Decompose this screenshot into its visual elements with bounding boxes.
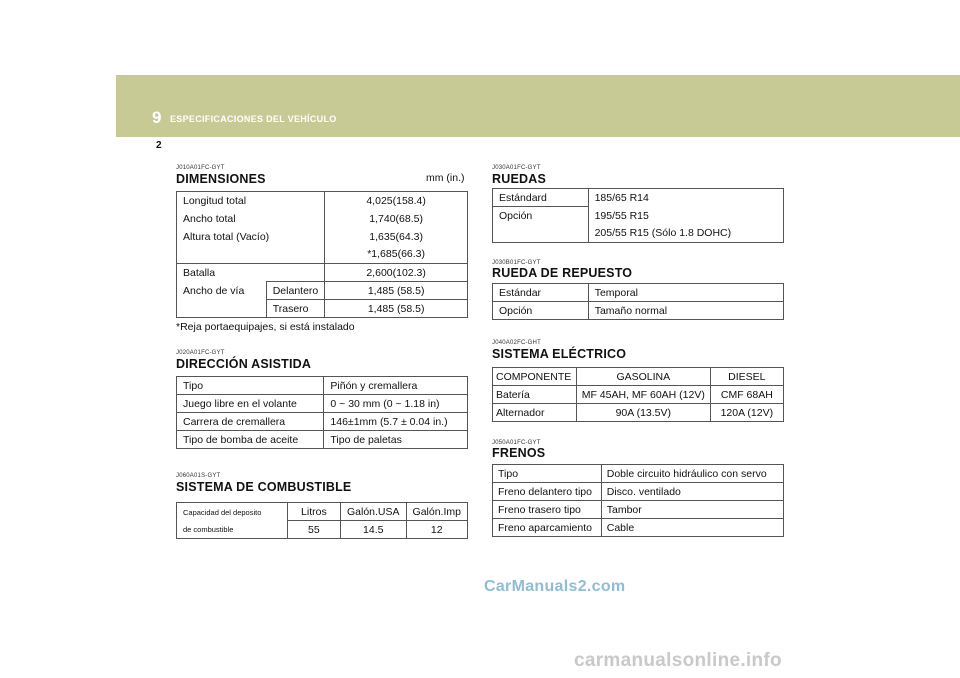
table-row	[177, 431, 468, 449]
watermark-carmanuals2[interactable]: CarManuals2.com	[484, 578, 626, 595]
section-code-ruedas: J030A01FC-GYT	[492, 165, 541, 171]
table-cell: 4,025(158.4)	[325, 192, 468, 210]
table-cell: Alternador	[493, 404, 577, 422]
table-cell: Estándard	[493, 189, 589, 207]
table-row	[177, 377, 468, 395]
section-title-electrico: SISTEMA ELÉCTRICO	[492, 347, 627, 361]
dimensiones-unit: mm (in.)	[426, 172, 465, 184]
table-cell: Doble circuito hidráulico con servo	[601, 465, 783, 483]
table-cell: 146±1mm (5.7 ± 0.04 in.)	[324, 413, 468, 431]
section-title-dimensiones: DIMENSIONES	[176, 172, 266, 186]
table-cell: Galón.USA	[341, 503, 407, 521]
chapter-number: 9	[152, 108, 162, 127]
page-number: 2	[156, 140, 162, 151]
section-code-electrico: J040A02FC-GHT	[492, 340, 541, 346]
table-row	[177, 246, 468, 264]
table-row	[177, 228, 468, 246]
table-row	[493, 519, 784, 537]
table-cell: 1,635(64.3)	[325, 228, 468, 246]
table-cell: Freno aparcamiento	[493, 519, 602, 537]
table-cell: Opción	[493, 207, 589, 225]
section-code-dimensiones: J010A01FC-GYT	[176, 165, 225, 171]
table-cell: Tipo	[493, 465, 602, 483]
table-cell: Temporal	[588, 284, 783, 302]
table-row	[177, 192, 468, 210]
table-cell: 1,485 (58.5)	[325, 300, 468, 318]
electrico-table	[492, 367, 784, 422]
table-cell: 195/55 R15	[588, 207, 783, 225]
table-cell: Carrera de cremallera	[177, 413, 324, 431]
table-cell	[177, 300, 267, 318]
table-cell: 120A (12V)	[710, 404, 783, 422]
table-cell: COMPONENTE	[493, 368, 577, 386]
table-cell: DIESEL	[710, 368, 783, 386]
table-cell: 12	[406, 521, 467, 539]
section-title-direccion: DIRECCIÓN ASISTIDA	[176, 357, 312, 371]
watermark-carmanualsonline[interactable]: carmanualsonline.info	[574, 650, 782, 671]
table-cell: Freno trasero tipo	[493, 501, 602, 519]
table-row	[493, 501, 784, 519]
header-band	[116, 75, 960, 137]
table-cell: Altura total (Vacío)	[177, 228, 325, 246]
table-cell: Freno delantero tipo	[493, 483, 602, 501]
table-cell: Tipo de paletas	[324, 431, 468, 449]
section-code-repuesto: J030B01FC-GYT	[492, 260, 541, 266]
table-cell: 14.5	[341, 521, 407, 539]
table-cell: Tipo	[177, 377, 324, 395]
table-cell: MF 45AH, MF 60AH (12V)	[576, 386, 710, 404]
table-cell: Batería	[493, 386, 577, 404]
ruedas-table	[492, 188, 784, 243]
table-row	[493, 404, 784, 422]
table-cell: 1,485 (58.5)	[325, 282, 468, 300]
table-cell: Ancho total	[177, 210, 325, 228]
table-cell: Longitud total	[177, 192, 325, 210]
frenos-table	[492, 464, 784, 537]
table-row	[177, 503, 468, 521]
table-cell: Cable	[601, 519, 783, 537]
table-cell: Tambor	[601, 501, 783, 519]
table-cell: Disco. ventilado	[601, 483, 783, 501]
table-cell: CMF 68AH	[710, 386, 783, 404]
table-row	[493, 386, 784, 404]
table-cell: Opción	[493, 302, 589, 320]
table-cell: Juego libre en el volante	[177, 395, 324, 413]
section-code-frenos: J050A01FC-GYT	[492, 440, 541, 446]
table-row	[177, 210, 468, 228]
table-row	[493, 189, 784, 207]
table-cell: Litros	[287, 503, 340, 521]
table-cell: *1,685(66.3)	[325, 246, 468, 264]
table-row	[493, 483, 784, 501]
combustible-label-line2: de combustible	[183, 524, 234, 534]
section-title-frenos: FRENOS	[492, 446, 546, 460]
section-title-ruedas: RUEDAS	[492, 172, 546, 186]
combustible-table	[176, 502, 468, 539]
table-row	[177, 282, 468, 300]
table-cell: 185/65 R14	[588, 189, 783, 207]
section-title-repuesto: RUEDA DE REPUESTO	[492, 266, 633, 280]
table-cell: GASOLINA	[576, 368, 710, 386]
table-row	[493, 207, 784, 225]
table-row	[493, 368, 784, 386]
table-row	[493, 302, 784, 320]
table-cell: 205/55 R15 (Sólo 1.8 DOHC)	[588, 225, 783, 243]
table-row	[177, 264, 468, 282]
table-cell: Batalla	[177, 264, 325, 282]
table-row	[177, 300, 468, 318]
table-cell: 2,600(102.3)	[325, 264, 468, 282]
table-cell	[177, 503, 288, 539]
section-code-direccion: J020A01FC-GYT	[176, 350, 225, 356]
table-cell	[493, 225, 589, 243]
table-cell	[177, 246, 325, 264]
table-row	[493, 465, 784, 483]
repuesto-table	[492, 283, 784, 320]
table-row	[177, 413, 468, 431]
table-cell: Tipo de bomba de aceite	[177, 431, 324, 449]
table-cell: 90A (13.5V)	[576, 404, 710, 422]
table-cell: 1,740(68.5)	[325, 210, 468, 228]
chapter-title: ESPECIFICACIONES DEL VEHÍCULO	[170, 114, 337, 124]
dimensiones-table	[176, 191, 468, 318]
table-cell: 0 ~ 30 mm (0 ~ 1.18 in)	[324, 395, 468, 413]
table-cell: Piñón y cremallera	[324, 377, 468, 395]
table-cell: 55	[287, 521, 340, 539]
table-cell: Tamaño normal	[588, 302, 783, 320]
table-cell: Trasero	[266, 300, 325, 318]
table-row	[493, 284, 784, 302]
table-row	[493, 225, 784, 243]
table-cell: Delantero	[266, 282, 325, 300]
dimensiones-note: *Reja portaequipajes, si está instalado	[176, 321, 355, 333]
direccion-table	[176, 376, 468, 449]
table-row	[177, 395, 468, 413]
section-code-combustible: J060A01S-GYT	[176, 473, 221, 479]
section-title-combustible: SISTEMA DE COMBUSTIBLE	[176, 480, 352, 494]
table-cell: Galón.Imp	[406, 503, 467, 521]
table-cell: Estándar	[493, 284, 589, 302]
table-cell: Ancho de vía	[177, 282, 267, 300]
combustible-label-line1: Capacidad del deposito	[183, 507, 262, 517]
